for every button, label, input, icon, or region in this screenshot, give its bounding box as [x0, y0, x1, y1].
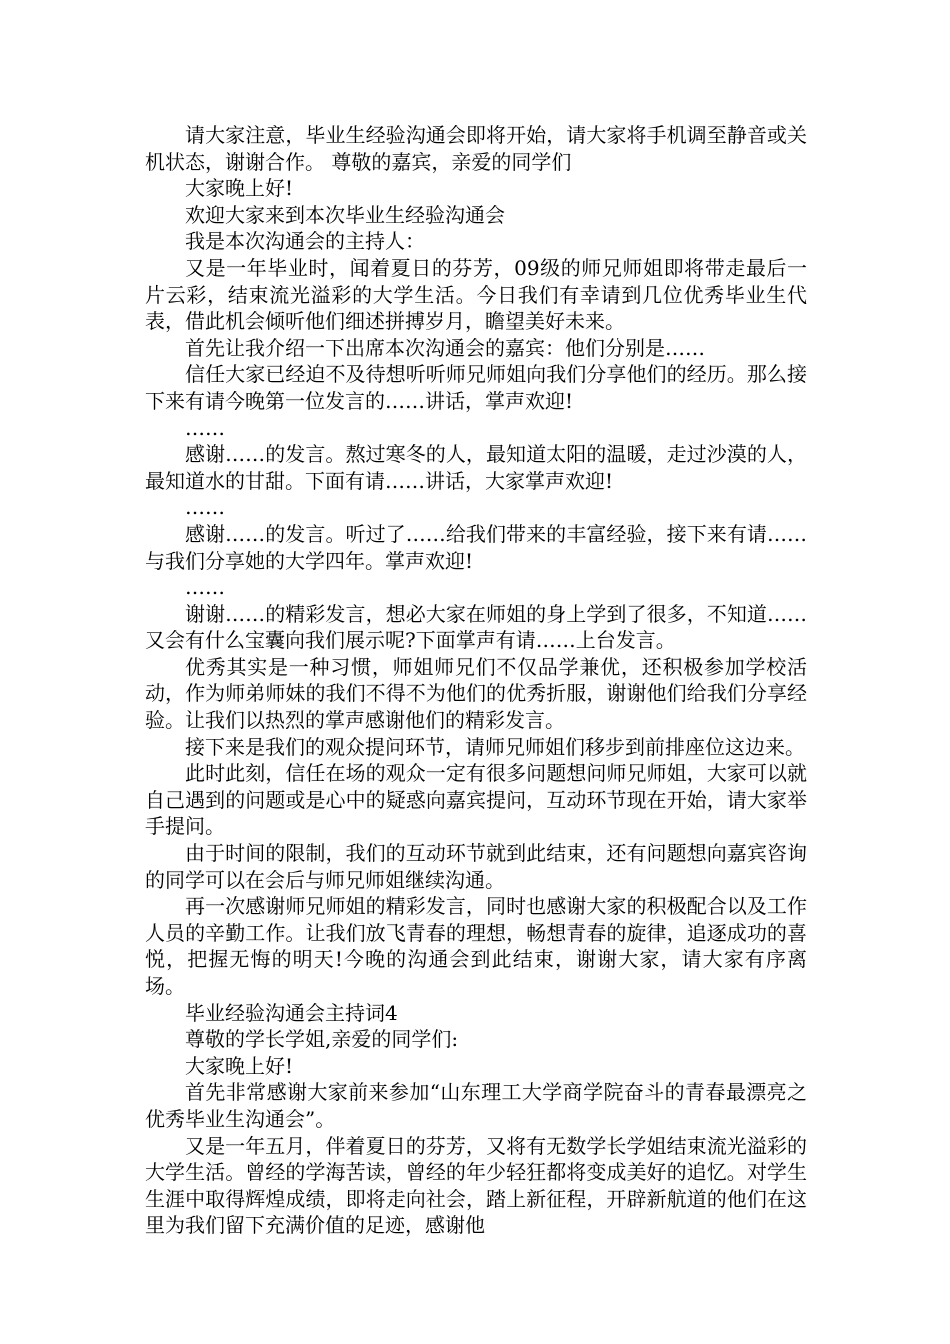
paragraph: 又是一年五月，伴着夏日的芬芳，又将有无数学长学姐结束流光溢彩的大学生活。曾经的学海苦读，曾经的年少轻狂都将变成美好的追忆。对学生生涯中取得辉煌成绩，即将走向社会，踏上新征程，开辟新航道的他们在这里为我们留下充满价值的足迹，感谢他	[145, 1133, 807, 1238]
paragraph: ……	[185, 415, 225, 440]
paragraph: 感谢……的发言。熬过寒冬的人，最知道太阳的温暖，走过沙漠的人，最知道水的甘甜。下面有请……讲话，大家掌声欢迎!	[145, 442, 807, 493]
paragraph: 大家晚上好!	[185, 176, 294, 201]
paragraph: 又是一年毕业时，闻着夏日的芬芳，09级的师兄师姐即将带走最后一片云彩，结束流光溢彩的大学生活。今日我们有幸请到几位优秀毕业生代表，借此机会倾听他们细述拼搏岁月，瞻望美好未来。	[145, 255, 807, 334]
paragraph: 欢迎大家来到本次毕业生经验沟通会	[185, 202, 505, 227]
paragraph: ……	[185, 495, 225, 520]
paragraph: 请大家注意，毕业生经验沟通会即将开始，请大家将手机调至静音或关机状态，谢谢合作。 尊敬的嘉宾，亲爱的同学们	[145, 123, 807, 174]
paragraph: 优秀其实是一种习惯，师姐师兄们不仅品学兼优，还积极参加学校活动，作为师弟师妹的我们不得不为他们的优秀折服，谢谢他们给我们分享经验。让我们以热烈的掌声感谢他们的精彩发言。	[145, 654, 807, 733]
paragraph: 由于时间的限制，我们的互动环节就到此结束，还有问题想向嘉宾咨询的同学可以在会后与师兄师姐继续沟通。	[145, 841, 807, 892]
paragraph: 谢谢……的精彩发言，想必大家在师姐的身上学到了很多，不知道……又会有什么宝囊向我们展示呢?下面掌声有请……上台发言。	[145, 601, 807, 653]
paragraph: 再一次感谢师兄师姐的精彩发言，同时也感谢大家的积极配合以及工作人员的辛勤工作。让我们放飞青春的理想，畅想青春的旋律，追逐成功的喜悦，把握无悔的明天!今晚的沟通会到此结束，谢谢大家，请大家有序离场。	[145, 894, 807, 998]
paragraph: 此时此刻，信任在场的观众一定有很多问题想问师兄师姐，大家可以就自己遇到的问题或是心中的疑惑向嘉宾提问，互动环节现在开始，请大家举手提问。	[145, 761, 807, 839]
paragraph: 信任大家已经迫不及待想听听师兄师姐向我们分享他们的经历。那么接下来有请今晚第一位发言的……讲话，掌声欢迎!	[145, 362, 807, 413]
paragraph: ……	[185, 575, 225, 600]
paragraph: 大家晚上好!	[185, 1053, 294, 1078]
section-heading: 毕业经验沟通会主持词4	[185, 1000, 398, 1025]
paragraph: 首先让我介绍一下出席本次沟通会的嘉宾：他们分别是……	[185, 335, 705, 360]
paragraph: 尊敬的学长学姐,亲爱的同学们:	[185, 1027, 459, 1052]
paragraph: 我是本次沟通会的主持人：	[185, 229, 425, 254]
paragraph: 感谢……的发言。听过了……给我们带来的丰富经验，接下来有请……与我们分享她的大学四年。掌声欢迎!	[145, 521, 807, 573]
paragraph: 首先非常感谢大家前来参加“山东理工大学商学院奋斗的青春最漂亮之优秀毕业生沟通会”。	[145, 1080, 807, 1131]
document-body	[145, 122, 807, 1239]
paragraph: 接下来是我们的观众提问环节，请师兄师姐们移步到前排座位这边来。	[185, 734, 805, 759]
